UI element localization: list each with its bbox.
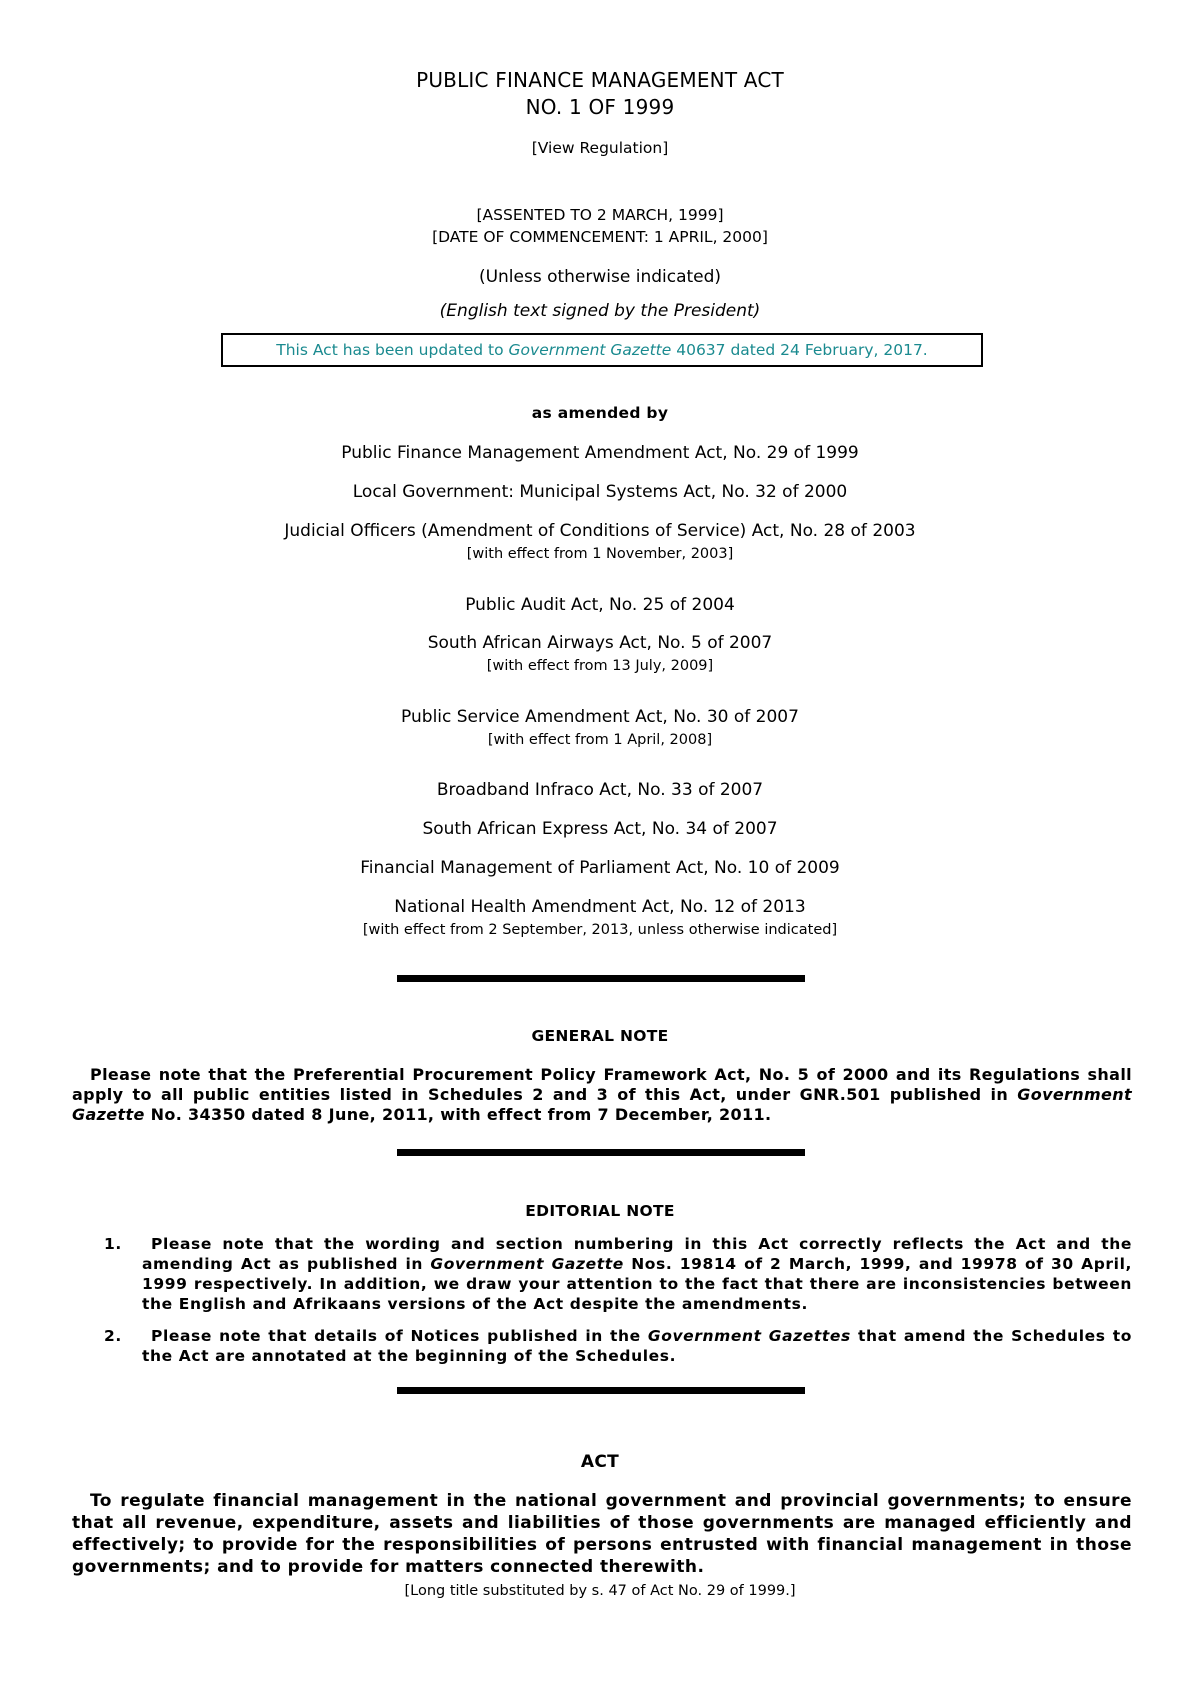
editorial-item1-gazette: Government Gazette (430, 1255, 624, 1273)
update-notice-box (221, 333, 983, 367)
section-divider (397, 975, 805, 982)
unless-indicated: (Unless otherwise indicated) (478, 267, 722, 287)
section-divider (397, 1387, 805, 1394)
amendment-item: Public Service Amendment Act, No. 30 of 2007 (401, 707, 799, 727)
view-regulation-link[interactable]: [View Regulation] (531, 139, 669, 157)
amendment-note: [with effect from 1 April, 2008] (487, 732, 713, 748)
editorial-item2-part2: that amend the Schedules to the Act are annotated at the beginning of the Schedules. (142, 1327, 1132, 1365)
amendment-note: [with effect from 1 November, 2003] (466, 546, 734, 562)
general-note-part1: Please note that the Preferential Procurement Policy Framework Act, No. 5 of 2000 and its Regulations shall apply to all public entities listed in Schedules 2 and 3 of this Act, under GNR.501 published in (72, 1065, 1132, 1104)
update-notice-prefix: This Act has been updated to (276, 341, 509, 359)
amendment-item: South African Express Act, No. 34 of 2007 (422, 819, 778, 839)
long-title-substitution-note: [Long title substituted by s. 47 of Act No. 29 of 1999.] (404, 1583, 796, 1599)
amendment-item: Public Audit Act, No. 25 of 2004 (465, 595, 735, 615)
amendment-note: [with effect from 2 September, 2013, unless otherwise indicated] (362, 922, 838, 938)
general-note-part2: No. 34350 dated 8 June, 2011, with effect from 7 December, 2011. (144, 1105, 772, 1124)
act-heading: ACT (580, 1452, 620, 1472)
assented-date: [ASSENTED TO 2 MARCH, 1999] (476, 206, 724, 224)
general-note-text (72, 1065, 1132, 1125)
editorial-item2-gazette: Government Gazettes (647, 1327, 851, 1345)
signed-by-president: (English text signed by the President) (439, 301, 761, 321)
update-notice-gazette: Government Gazette (508, 341, 672, 359)
amended-by-heading: as amended by (531, 404, 669, 422)
editorial-item-number: 2. (104, 1327, 122, 1345)
amendment-item: Local Government: Municipal Systems Act, No. 32 of 2000 (352, 482, 848, 502)
editorial-note-item (104, 1234, 1132, 1314)
update-notice-suffix: 40637 dated 24 February, 2017. (671, 341, 928, 359)
long-title (72, 1490, 1132, 1578)
amendment-item: Broadband Infraco Act, No. 33 of 2007 (436, 780, 764, 800)
editorial-item2-part1: Please note that details of Notices published in the (151, 1327, 648, 1345)
amendment-item: Judicial Officers (Amendment of Conditions of Service) Act, No. 28 of 2003 (284, 521, 916, 541)
view-regulation-line (0, 139, 1200, 157)
editorial-item1-part1: Please note that the wording and section numbering in this Act correctly reflects the Act and the amending Act as published in (142, 1235, 1132, 1273)
amendment-item: National Health Amendment Act, No. 12 of 2013 (394, 897, 806, 917)
act-title: PUBLIC FINANCE MANAGEMENT ACT (416, 68, 784, 92)
editorial-note-heading: EDITORIAL NOTE (525, 1202, 675, 1220)
editorial-item-number: 1. (104, 1235, 122, 1253)
editorial-note-item (104, 1326, 1132, 1366)
general-note-heading: GENERAL NOTE (531, 1027, 669, 1045)
act-number: NO. 1 OF 1999 (525, 95, 675, 119)
general-note-gazette: Government Gazette (72, 1085, 1132, 1124)
section-divider (397, 1149, 805, 1156)
editorial-item1-part2: Nos. 19814 of 2 March, 1999, and 19978 of 30 April, 1999 respectively. In addition, we draw your attention to the fact that there are inconsistencies between the English and Afrikaans versions of the Act despite the amendments. (142, 1255, 1132, 1313)
amendment-note: [with effect from 13 July, 2009] (486, 658, 714, 674)
amendment-item: South African Airways Act, No. 5 of 2007 (427, 633, 773, 653)
long-title-text: To regulate financial management in the national government and provincial governments; to ensure that all revenue, expenditure, assets and liabilities of those governments are managed efficiently and effectively; to provide for the responsibilities of persons entrusted with financial management in those governments; and to provide for matters connected therewith. (72, 1491, 1132, 1577)
commencement-date: [DATE OF COMMENCEMENT: 1 APRIL, 2000] (432, 228, 768, 246)
amendment-item: Public Finance Management Amendment Act, No. 29 of 1999 (341, 443, 859, 463)
amendment-item: Financial Management of Parliament Act, No. 10 of 2009 (360, 858, 840, 878)
